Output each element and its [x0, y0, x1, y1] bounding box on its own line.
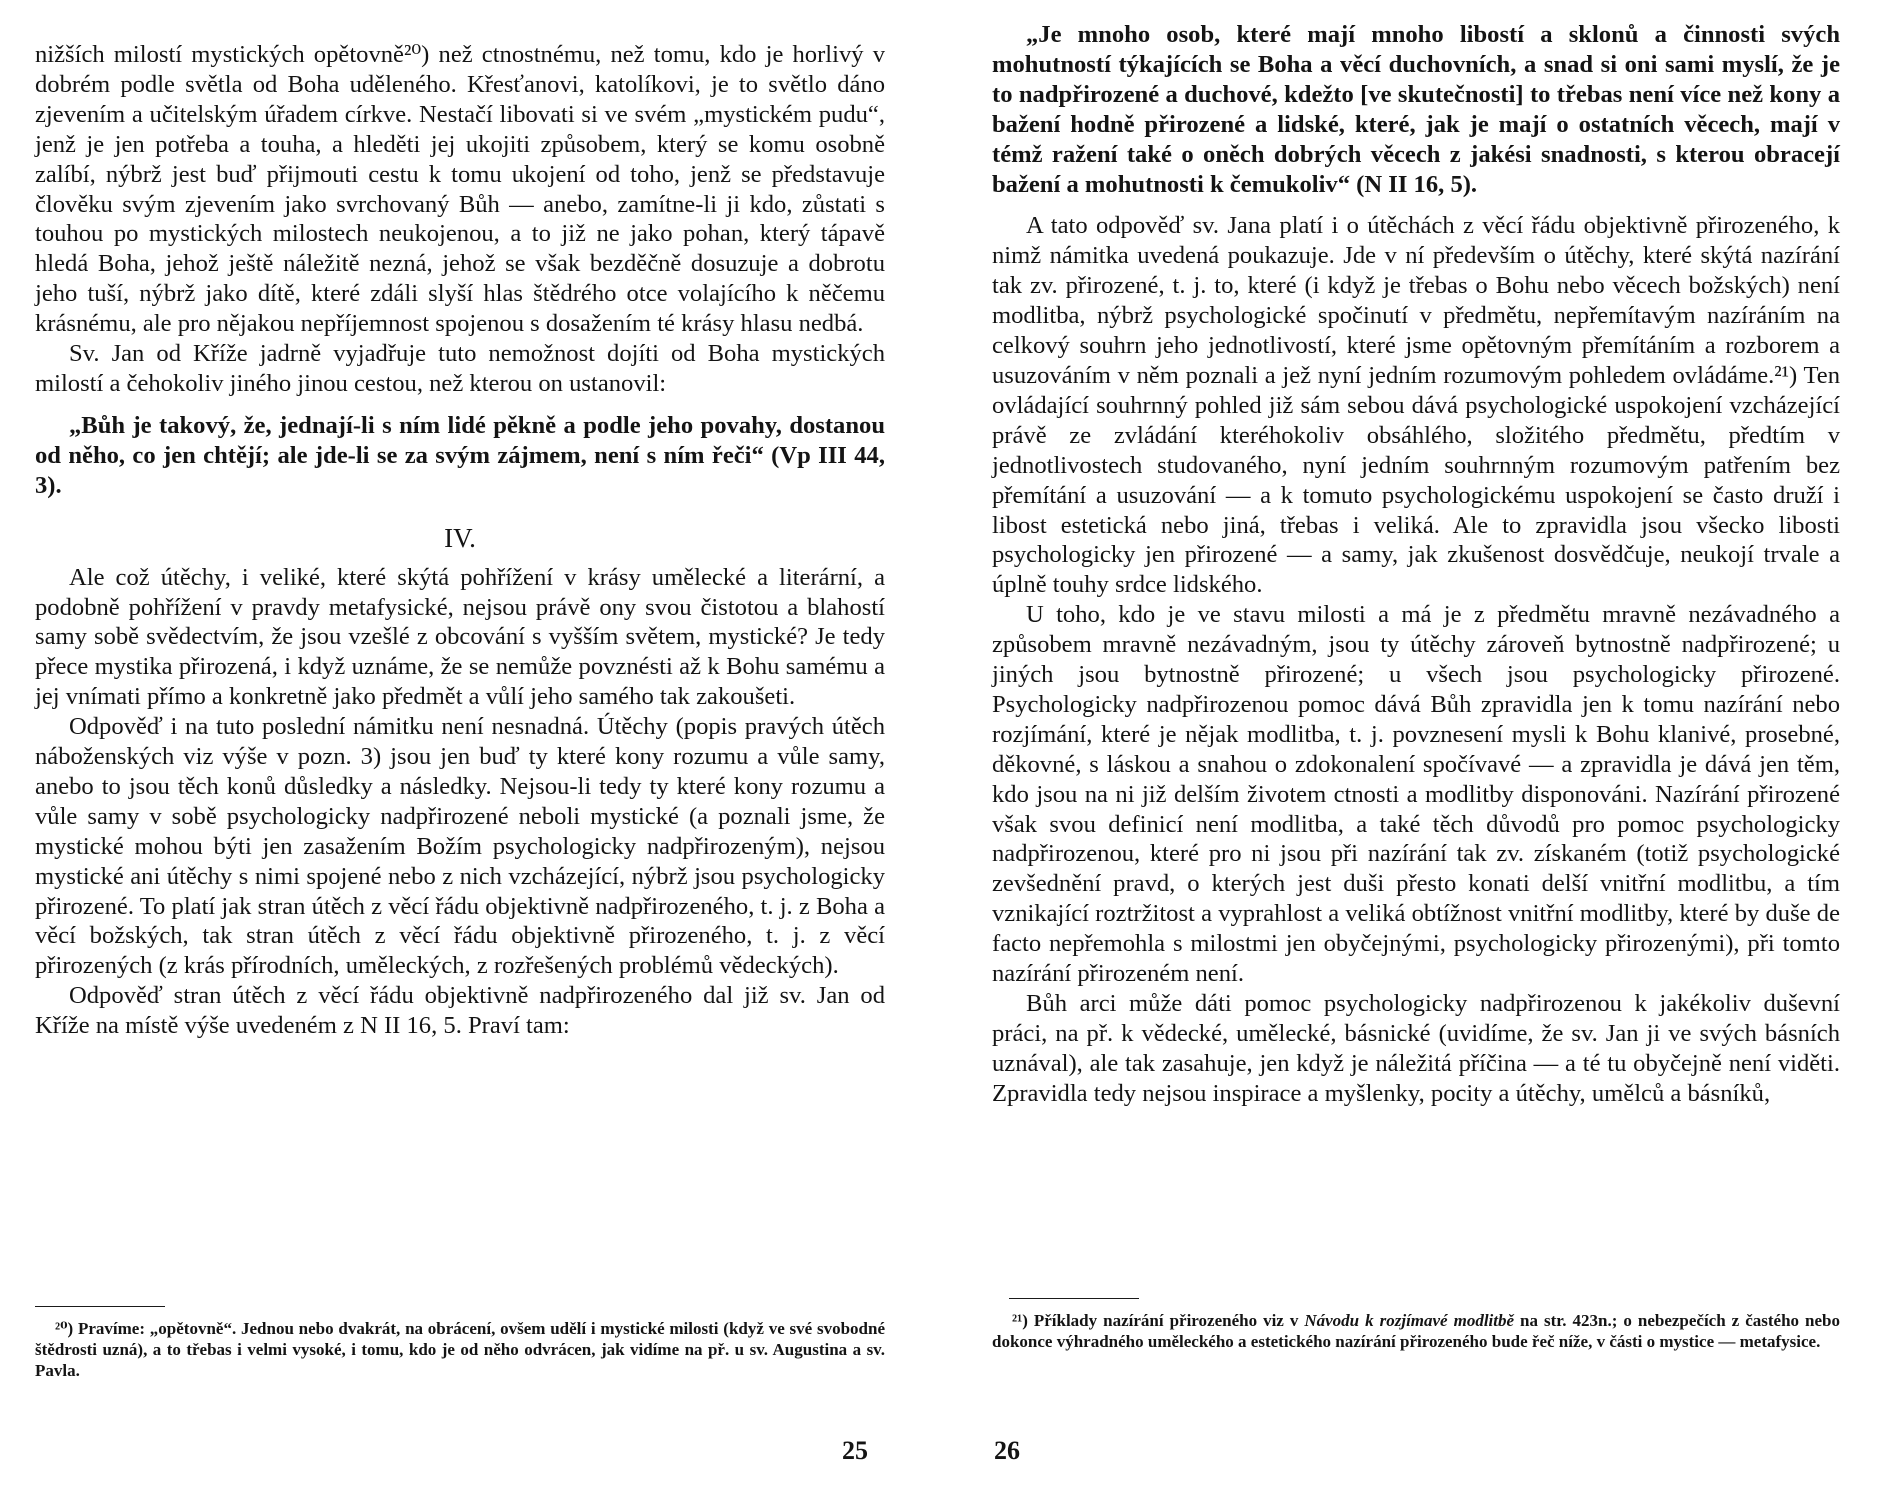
paragraph: nižších milostí mystických opětovně²⁰) než ctnostnému, než tomu, kdo je horlivý v dobrém podle světla od Boha uděleného. Křesťanovi, katolíkovi, je to světlo dáno zjevením a učitelským úřadem církve. Nestačí libovati si ve svém „mystickém pudu“, jenž je jen potřeba a touha, a hleděti jej ukojiti způsobem, který se komu osobně zalíbí, nýbrž jest buď přijmouti cestu k tomu ukojení od toho, jenž se představuje člověku svým zjevením jako svrchovaný Bůh — anebo, zamítne-li ji kdo, zůstati s touhou po mystických milostech neukojenou, a to již ne jako pohan, který tápavě hledá Boha, jehož ještě náležitě nezná, jehož se však bezděčně dosuzuje a dobrotu jeho tuší, nýbrž jako dítě, které zdáli slyší hlas štědrého otce volajícího k něčemu krásnému, ale pro nějakou nepříjemnost spojenou s dosažením té krásy hlasu nedbá. — [35, 41, 885, 338]
footnote-divider — [35, 1306, 165, 1307]
block-quote: „Bůh je takový, že, jednají-li s ním lidé pěkně a podle jeho povahy, dostanou od něho, co jen chtějí; ale jde-li se za svým zájmem, není s ním řeči“ (Vp III 44, 3). — [35, 411, 885, 499]
left-text-column — [35, 40, 885, 1041]
footnote: ²⁰) Pravíme: „opětovně“. Jednou nebo dvakrát, na obrácení, ovšem udělí i mystické milosti (když ve své svobodné štědrosti uzná), a to třebas i velmi vysoké, i tomu, kdo je od něho odvrácen, jak vidíme na př. u sv. Augustina a sv. Pavla. — [35, 1319, 885, 1380]
footnote-divider — [1009, 1298, 1139, 1299]
footnote-rest: na str. 423n.; o nebezpečích z častého nebo dokonce výhradného uměleckého a estetického nazírání přirozeného bude řeč níže, v části o mystice — metafysice. — [992, 1311, 1840, 1351]
page-number: 26 — [994, 1436, 1020, 1465]
footnote — [992, 1310, 1840, 1352]
paragraph: U toho, kdo je ve stavu milosti a má je z předmětu mravně nezávadného a způsobem mravně nezávadným, jsou ty útěchy zároveň bytnostně nadpřirozené; u jiných jsou bytnostně přirozené; u všech jsou psychologicky přirozené. Psychologicky nadpřirozenou pomoc dává Bůh zpravidla jen k tomu nazírání nebo rozjímání, které je nějak modlitba, t. j. povznesení mysli k Bohu klanivé, prosebné, děkovné, s láskou a snahou o zdokonalení spočívavé — a zpravidla je dává jen těm, kdo jsou na ni již delším životem ctnosti a modlitby disponováni. Nazírání přirozené však svou definicí není modlitba, a také těch důvodů pro pomoc psychologicky nadpřirozenou, které pro ni jsou při nazírání tak zv. získaném (totiž psychologické zevšednění pravd, o kterých jest duši přesto konati delší vnitřní modlitbu, a tím vznikající roztržitost a vyprahlost a veliká obtížnost vnitřní modlitby, které by duše de facto nepřemohla s milostmi jen obyčejnými, psychologicky přirozenými), při tomto nazírání přirozeném není. — [992, 601, 1840, 988]
paragraph: Bůh arci může dáti pomoc psychologicky nadpřirozenou k jakékoliv duševní práci, na př. k vědecké, umělecké, básnické (uvidíme, že sv. Jan ji ve svých básních uznával), ale tak zasahuje, jen když je náležitá příčina — a té tu obyčejně není viděti. Zpravidla tedy nejsou inspirace a myšlenky, pocity a útěchy, umělců a básníků, — [992, 990, 1840, 1107]
footnote-book-title: Návodu k rozjímavé modlitbě — [1304, 1311, 1515, 1330]
right-text-column — [992, 20, 1840, 1109]
paragraph: Odpověď stran útěch z věcí řádu objektivně nadpřirozeného dal již sv. Jan od Kříže na místě výše uvedeném z N II 16, 5. Praví tam: — [35, 982, 885, 1040]
paragraph: Ale což útěchy, i veliké, které skýtá pohřížení v krásy umělecké a literární, a podobně pohřížení v pravdy metafysické, nejsou právě ony svou čistotou a blahostí samy sobě svědectvím, že jsou vzešlé z obcování s vyšším světem, mystické? Je tedy přece mystika přirozená, i když uznáme, že se nemůže povznésti až k Bohu samému a jej vnímati přímo a konkretně jako předmět a vůlí jeho samého tak zakoušeti. — [35, 563, 885, 711]
paragraph: A tato odpověď sv. Jana platí i o útěchách z věcí řádu objektivně přirozeného, k nimž námitka uvedená poukazuje. Jde v ní především o útěchy, které skýtá nazírání tak zv. přirozené, t. j. to, které (i když je třebas o Bohu nebo věcech božských) není modlitba, nýbrž psychologické spočinutí v předmětu, nepřemítavým nazíráním na celkový souhrn jeho jednotlivostí, které jsme opětovným přemítáním a rozborem a usuzováním v něm poznali a jež nyní jedním rozumovým pohledem ovládáme.²¹) Ten ovládající souhrnný pohled již sám sebou dává psychologické uspokojení vzcházející právě ze zvládání kteréhokoliv obsáhlého, složitého předmětu, předtím v jednotlivostech studovaného, nyní jedním souhrnným rozumovým patřením bez přemítání a usuzování — a k tomuto psychologickému uspokojení se často druží i libost estetická nebo jiná, třebas i veliká. Ale to zpravidla jsou všecko libosti psychologicky jen přirozené — a samy, jak zkušenost dosvědčuje, neukojí trvale a úplně touhy srdce lidského. — [992, 212, 1840, 599]
page-number: 25 — [842, 1436, 868, 1465]
paragraph: Sv. Jan od Kříže jadrně vyjadřuje tuto nemožnost dojíti od Boha mystických milostí a čehokoliv jiného jinou cestou, než kterou on ustanovil: — [35, 340, 885, 397]
right-page — [939, 0, 1878, 1500]
footnote-prefix: ²¹) Příklady nazírání přirozeného viz v — [1012, 1311, 1299, 1330]
block-quote: „Je mnoho osob, které mají mnoho libostí a sklonů a činnosti svých mohutností týkajících se Boha a věcí duchovních, a snad si oni sami myslí, že je to nadpřirozené a duchové, kdežto [ve skutečnosti] to třebas není více než kony a bažení hodně přirozené a lidské, které, jak je mají o ostatních věcech, mají v témž ražení také o oněch dobrých věcech z jakési snadnosti, s kterou obracejí bažení a mohutnosti k čemukoliv“ (N II 16, 5). — [992, 21, 1840, 198]
section-heading: IV. — [444, 522, 476, 553]
paragraph: Odpověď i na tuto poslední námitku není nesnadná. Útěchy (popis pravých útěch náboženských viz výše v pozn. 3) jsou jen buď ty které kony rozumu a vůle samy, anebo to jsou těch konů důsledky a následky. Nejsou-li tedy ty které kony rozumu a vůle samy v sobě psychologicky nadpřirozené neboli mystické (a poznali jsme, že mystické mohou býti jen zasažením Božím psychologicky nadpřirozeným), nejsou mystické ani útěchy s nimi spojené nebo z nich vzcházející, nýbrž jsou psychologicky přirozené. To platí jak stran útěch z věcí řádu objektivně nadpřirozeného, t. j. z Boha a věcí božských, tak stran útěch z věcí řádu objektivně přirozeného, t. j. z věcí přirozených (z krás přírodních, uměleckých, z rozřešených problémů vědeckých). — [35, 713, 885, 980]
